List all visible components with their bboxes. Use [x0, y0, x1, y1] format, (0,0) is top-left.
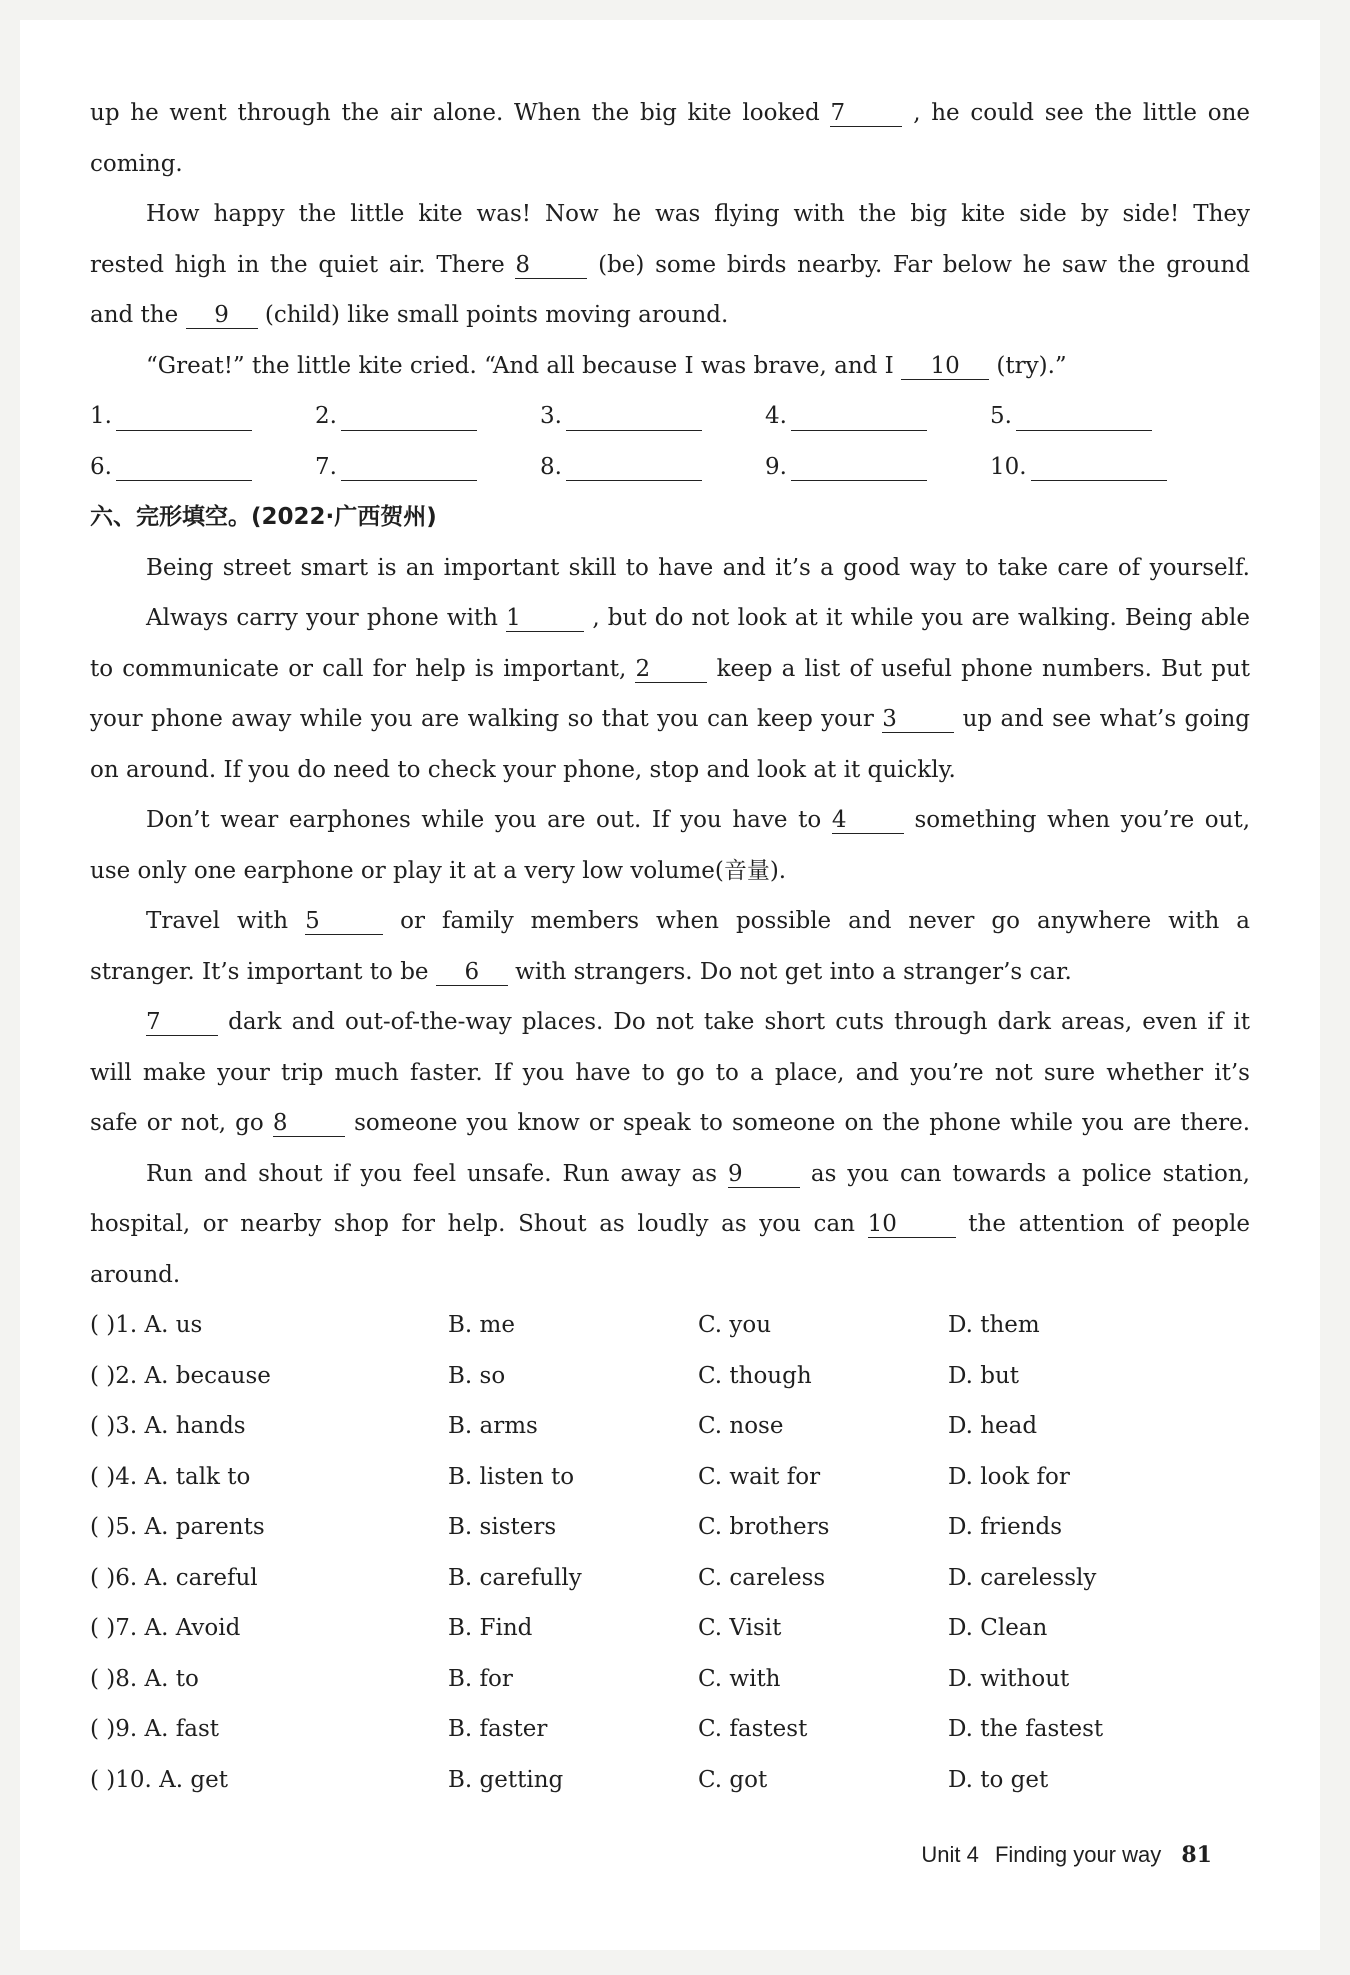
text-segment: your phone away while you are walking so that you can keep your: [90, 706, 874, 732]
text-segment: something when you’re out,: [914, 807, 1251, 833]
option-d[interactable]: D. friends: [948, 1514, 1063, 1540]
option-d[interactable]: D. look for: [948, 1463, 1070, 1490]
fill-blank: 2: [635, 656, 707, 683]
text-segment: safe or not, go: [90, 1110, 264, 1136]
question-option-a[interactable]: ( )9. A. fast: [90, 1716, 220, 1742]
fill-blank: 1: [506, 605, 584, 632]
answer-label: 5.: [990, 403, 1012, 429]
option-b[interactable]: B. carefully: [448, 1564, 582, 1591]
option-c[interactable]: C. with: [698, 1665, 781, 1692]
fill-blank: 7: [830, 100, 902, 127]
passage-line: [90, 997, 1250, 1048]
answer-label: 2.: [315, 403, 337, 429]
passage-line: [90, 644, 1250, 695]
option-c[interactable]: C. you: [698, 1312, 772, 1338]
page-footer: [921, 1842, 1212, 1868]
text-segment: use only one earphone or play it at a very low volume(音量).: [90, 857, 787, 884]
passage-line: [90, 1048, 1250, 1099]
text-segment: (be) some birds nearby. Far below he saw the ground: [598, 251, 1251, 278]
passage-line: [90, 846, 1250, 897]
option-row: [90, 1452, 1250, 1503]
passage-line: [90, 1098, 1250, 1149]
section-title: 六、完形填空。(2022·广西贺州): [90, 504, 437, 530]
answer-line[interactable]: [116, 452, 252, 481]
passage-line: [90, 290, 1250, 341]
page-content: [90, 88, 1250, 1805]
passage-line: [90, 88, 1250, 139]
text-segment: (child) like small points moving around.: [264, 302, 729, 328]
option-b[interactable]: B. for: [448, 1665, 513, 1692]
option-row: [90, 1502, 1250, 1553]
answer-label: 4.: [765, 403, 787, 429]
option-d[interactable]: D. without: [948, 1665, 1070, 1692]
text-segment: the attention of people: [968, 1211, 1250, 1237]
option-c[interactable]: C. fastest: [698, 1716, 808, 1742]
answer-label: 3.: [540, 403, 562, 429]
text-segment: Being street smart is an important skill to have and it’s a good way to take care of yourself.: [146, 554, 1250, 581]
option-d[interactable]: D. Clean: [948, 1615, 1048, 1641]
passage-line: [90, 543, 1250, 594]
answer-label: 6.: [90, 453, 112, 480]
text-segment: keep a list of useful phone numbers. But put: [716, 655, 1250, 682]
text-segment: Travel with: [146, 908, 289, 934]
option-c[interactable]: C. wait for: [698, 1463, 821, 1490]
passage-line: [90, 1199, 1250, 1250]
option-c[interactable]: C. got: [698, 1766, 768, 1793]
answer-line[interactable]: [791, 402, 927, 431]
fill-blank: 5: [305, 908, 383, 935]
text-segment: dark and out-of-the-way places. Do not take short cuts through dark areas, even if it: [228, 1009, 1251, 1035]
answer-line[interactable]: [341, 402, 477, 431]
text-segment: rested high in the quiet air. There: [90, 251, 505, 278]
option-d[interactable]: D. carelessly: [948, 1564, 1097, 1591]
fill-blank: 3: [882, 706, 954, 733]
passage-line: [90, 694, 1250, 745]
fill-blank: 7: [146, 1009, 218, 1036]
answer-line[interactable]: [566, 402, 702, 431]
question-option-a[interactable]: ( )6. A. careful: [90, 1564, 258, 1591]
text-segment: on around. If you do need to check your phone, stop and look at it quickly.: [90, 756, 956, 783]
option-b[interactable]: B. getting: [448, 1766, 564, 1793]
passage-line: [90, 139, 1250, 190]
answer-line[interactable]: [341, 452, 477, 481]
option-d[interactable]: D. the fastest: [948, 1716, 1104, 1742]
text-segment: as you can towards a police station,: [810, 1160, 1250, 1187]
passage-line: [90, 1149, 1250, 1200]
text-segment: to communicate or call for help is important,: [90, 655, 627, 682]
text-segment: with strangers. Do not get into a stranger’s car.: [515, 958, 1072, 985]
text-segment: hospital, or nearby shop for help. Shout as loudly as you can: [90, 1211, 855, 1237]
option-row: [90, 1351, 1250, 1402]
answer-line[interactable]: [566, 452, 702, 481]
passage-line: [90, 341, 1250, 392]
option-d[interactable]: D. head: [948, 1413, 1038, 1439]
passage-line: [90, 896, 1250, 947]
passage-line: [90, 795, 1250, 846]
text-segment: will make your trip much faster. If you have to go to a place, and you’re not sure whether it’s: [90, 1059, 1250, 1086]
question-option-a[interactable]: ( )4. A. talk to: [90, 1463, 251, 1490]
option-row: [90, 1704, 1250, 1755]
option-row: [90, 1401, 1250, 1452]
text-segment: up and see what’s going: [962, 706, 1250, 732]
fill-blank: 8: [515, 252, 587, 279]
question-option-a[interactable]: ( )1. A. us: [90, 1312, 203, 1338]
text-segment: someone you know or speak to someone on the phone while you are there.: [354, 1110, 1251, 1136]
option-row: [90, 1553, 1250, 1604]
answer-label: 9.: [765, 453, 787, 480]
passage-line: [90, 745, 1250, 796]
footer-title: Finding your way: [994, 1842, 1162, 1867]
text-segment: Always carry your phone with: [146, 605, 498, 631]
question-option-a[interactable]: ( )10. A. get: [90, 1766, 228, 1793]
answer-label: 8.: [540, 453, 562, 480]
answer-label: 7.: [315, 453, 337, 480]
workbook-page: [20, 20, 1320, 1950]
answer-line[interactable]: [116, 402, 252, 431]
option-c[interactable]: C. careless: [698, 1564, 826, 1591]
question-option-a[interactable]: ( )2. A. because: [90, 1362, 271, 1389]
option-b[interactable]: B. faster: [448, 1716, 548, 1742]
text-segment: up he went through the air alone. When the big kite looked: [90, 100, 820, 126]
page-number: 81: [1181, 1842, 1212, 1868]
question-option-a[interactable]: ( )7. A. Avoid: [90, 1615, 241, 1641]
text-segment: coming.: [90, 150, 183, 177]
fill-blank: 10: [868, 1211, 956, 1238]
passage-line: [90, 947, 1250, 998]
option-c[interactable]: C. brothers: [698, 1514, 830, 1540]
answer-row: [90, 391, 1250, 442]
fill-blank: 10: [901, 353, 989, 380]
option-row: [90, 1300, 1250, 1351]
answer-label: 1.: [90, 403, 112, 429]
option-b[interactable]: B. so: [448, 1362, 506, 1389]
option-row: [90, 1654, 1250, 1705]
answer-line[interactable]: [1031, 452, 1167, 481]
passage-line: [90, 593, 1250, 644]
fill-blank: 4: [832, 807, 904, 834]
option-row: [90, 1755, 1250, 1806]
text-segment: Run and shout if you feel unsafe. Run away as: [146, 1160, 717, 1187]
option-b[interactable]: B. listen to: [448, 1463, 575, 1490]
answer-label: 10.: [990, 453, 1027, 480]
text-segment: or family members when possible and never go anywhere with a: [400, 908, 1251, 934]
options-list: [90, 1300, 1250, 1805]
fill-blank: 8: [273, 1110, 345, 1137]
option-c[interactable]: C. though: [698, 1362, 812, 1389]
passage-line: [90, 1250, 1250, 1301]
option-d[interactable]: D. them: [948, 1312, 1040, 1338]
text-segment: (try).”: [996, 352, 1067, 379]
passage-line: [90, 240, 1250, 291]
question-option-a[interactable]: ( )8. A. to: [90, 1665, 199, 1692]
option-d[interactable]: D. but: [948, 1362, 1020, 1389]
option-b[interactable]: B. me: [448, 1312, 515, 1338]
answer-line[interactable]: [791, 452, 927, 481]
option-row: [90, 1603, 1250, 1654]
footer-unit: Unit 4: [921, 1842, 979, 1867]
text-segment: , he could see the little one: [913, 100, 1251, 126]
question-option-a[interactable]: ( )3. A. hands: [90, 1413, 246, 1439]
text-segment: around.: [90, 1261, 181, 1288]
answer-row: [90, 442, 1250, 493]
option-c[interactable]: C. Visit: [698, 1615, 782, 1641]
passage-line: [90, 189, 1250, 240]
option-d[interactable]: D. to get: [948, 1766, 1049, 1793]
fill-blank: 6: [436, 959, 508, 986]
question-option-a[interactable]: ( )5. A. parents: [90, 1514, 265, 1540]
text-segment: and the: [90, 302, 179, 328]
option-c[interactable]: C. nose: [698, 1413, 784, 1439]
text-segment: “Great!” the little kite cried. “And all because I was brave, and I: [146, 352, 894, 379]
fill-blank: 9: [186, 302, 258, 329]
text-segment: , but do not look at it while you are walking. Being able: [592, 605, 1250, 631]
text-segment: Don’t wear earphones while you are out. If you have to: [146, 807, 822, 833]
option-b[interactable]: B. sisters: [448, 1514, 557, 1540]
option-b[interactable]: B. Find: [448, 1615, 533, 1641]
text-segment: stranger. It’s important to be: [90, 958, 429, 985]
fill-blank: 9: [728, 1161, 800, 1188]
option-b[interactable]: B. arms: [448, 1413, 538, 1439]
answer-line[interactable]: [1016, 402, 1152, 431]
text-segment: How happy the little kite was! Now he was flying with the big kite side by side! They: [146, 201, 1250, 227]
